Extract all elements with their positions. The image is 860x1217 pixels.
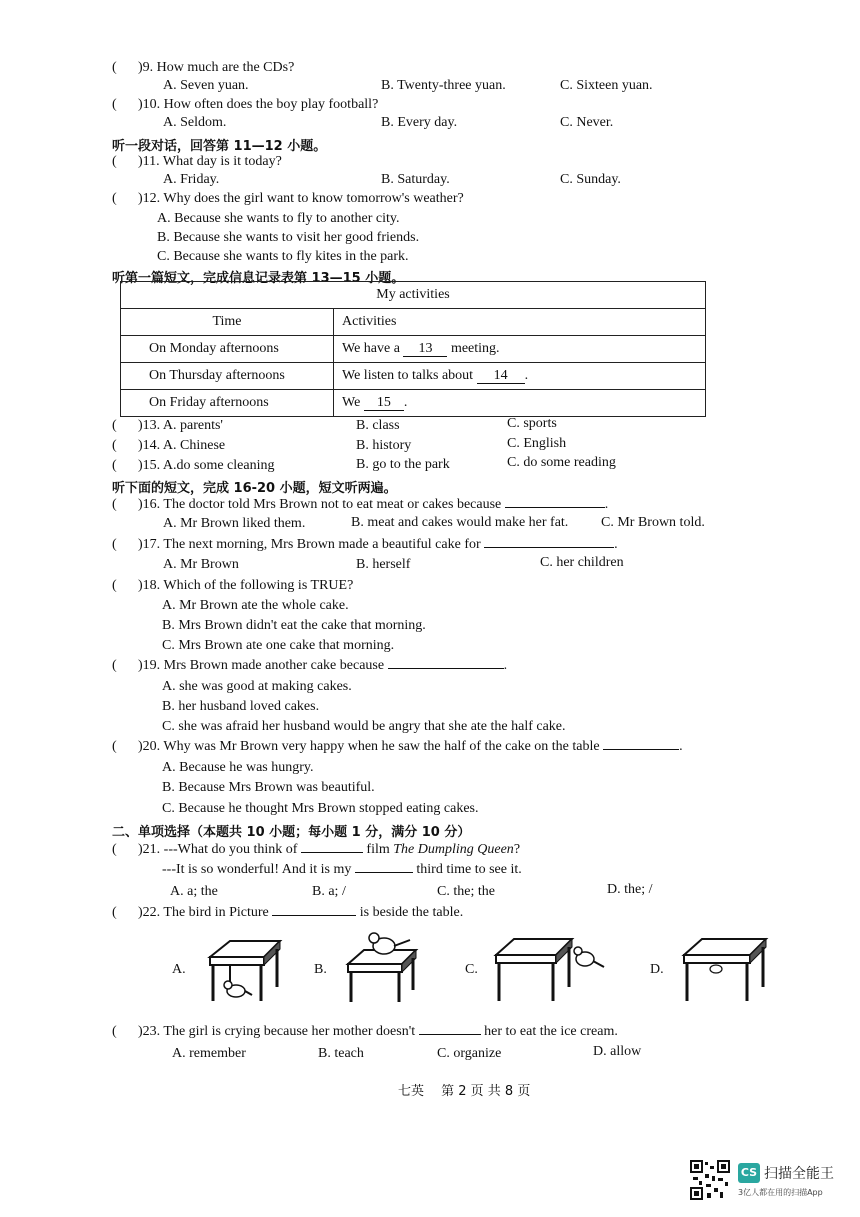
question-16-stem <box>138 497 608 513</box>
answer-blank <box>355 872 413 873</box>
question-17-stem <box>138 537 618 553</box>
question-13-option-b: B. class <box>356 418 400 433</box>
scanner-logo-icon: CS <box>738 1163 760 1183</box>
column-header-activities: Activities <box>334 309 706 336</box>
question-17-option-c: C. her children <box>540 555 624 570</box>
question-11-option-b: B. Saturday. <box>381 172 450 187</box>
question-18-option-c: C. Mrs Brown ate one cake that morning. <box>162 638 395 653</box>
record-row-time: On Monday afternoons <box>121 336 334 363</box>
answer-blank-15: 15 <box>364 396 404 411</box>
answer-paren: ( <box>112 438 117 453</box>
question-11-option-a: A. Friday. <box>163 172 220 187</box>
question-11-option-c: C. Sunday. <box>560 172 621 187</box>
activity-text: We <box>342 395 361 410</box>
record-title: My activities <box>121 282 706 309</box>
answer-paren: ( <box>112 1024 117 1039</box>
stem-text: )17. The next morning, Mrs Brown made a beautiful cake for <box>138 537 481 552</box>
question-21-option-d: D. the; / <box>607 882 653 897</box>
question-13-option-a: )13. A. parents' <box>138 418 223 433</box>
question-19-option-b: B. her husband loved cakes. <box>162 699 320 714</box>
question-12-option-b: B. Because she wants to visit her good friends. <box>157 230 420 245</box>
picture-d-table-bird-in <box>678 933 773 1007</box>
answer-paren: ( <box>112 739 117 754</box>
answer-paren: ( <box>112 458 117 473</box>
answer-paren: ( <box>112 578 117 593</box>
question-20-option-a: A. Because he was hungry. <box>162 760 314 775</box>
stem-end: ? <box>513 842 521 857</box>
info-record-table <box>120 281 706 417</box>
stem-text: third time to see it. <box>416 862 522 877</box>
stem-text: )16. The doctor told Mrs Brown not to eat meat or cakes because <box>138 497 502 512</box>
answer-paren: ( <box>112 905 117 920</box>
picture-label-d: D. <box>650 962 664 977</box>
question-18-option-b: B. Mrs Brown didn't eat the cake that morning. <box>162 618 426 633</box>
activity-text: meeting. <box>450 341 500 356</box>
question-16-option-a: A. Mr Brown liked them. <box>163 516 306 531</box>
answer-paren: ( <box>112 497 117 512</box>
stem-text: ---It is so wonderful! And it is my <box>162 862 352 877</box>
stem-text: is beside the table. <box>359 905 464 920</box>
question-19-option-c: C. she was afraid her husband would be angry that she ate the half cake. <box>162 719 566 734</box>
record-row-time: On Thursday afternoons <box>121 363 334 390</box>
answer-blank <box>603 749 679 750</box>
answer-paren: ( <box>112 60 117 75</box>
stem-text: )23. The girl is crying because her mother doesn't <box>138 1024 416 1039</box>
scanner-brand: 扫描全能王 <box>764 1166 834 1182</box>
question-17-option-b: B. herself <box>356 557 411 572</box>
activity-text: . <box>524 368 529 383</box>
question-17-option-a: A. Mr Brown <box>163 557 239 572</box>
question-9-option-a: A. Seven yuan. <box>163 78 249 93</box>
answer-blank <box>484 547 614 548</box>
activity-text: We listen to talks about <box>342 368 474 383</box>
question-21-option-b: B. a; / <box>312 884 346 899</box>
question-15-option-c: C. do some reading <box>507 455 616 470</box>
stem-text: film <box>366 842 390 857</box>
answer-paren: ( <box>112 537 117 552</box>
answer-blank-14: 14 <box>477 369 525 384</box>
question-16-option-b: B. meat and cakes would make her fat. <box>351 515 569 530</box>
answer-blank <box>419 1034 481 1035</box>
question-20-option-c: C. Because he thought Mrs Brown stopped eating cakes. <box>162 801 479 816</box>
question-21-line2 <box>162 862 522 878</box>
stem-text: )20. Why was Mr Brown very happy when he saw the half of the cake on the table <box>138 739 600 754</box>
picture-b-table-bird-on <box>340 928 425 1006</box>
question-12-stem: )12. Why does the girl want to know tomorrow's weather? <box>138 191 464 206</box>
stem-end: . <box>604 497 609 512</box>
record-row-activity <box>334 336 706 363</box>
question-9-stem: )9. How much are the CDs? <box>138 60 295 75</box>
answer-blank <box>505 507 605 508</box>
question-14-option-a: )14. A. Chinese <box>138 438 226 453</box>
question-12-option-a: A. Because she wants to fly to another city. <box>157 211 400 226</box>
answer-blank <box>272 915 356 916</box>
question-11-stem: )11. What day is it today? <box>138 154 282 169</box>
question-23-stem <box>138 1024 618 1040</box>
question-19-option-a: A. she was good at making cakes. <box>162 679 352 694</box>
question-10-option-b: B. Every day. <box>381 115 458 130</box>
page-footer: 七英 第 2 页 共 8 页 <box>398 1084 531 1099</box>
question-19-stem <box>138 658 507 674</box>
question-20-option-b: B. Because Mrs Brown was beautiful. <box>162 780 375 795</box>
stem-end: . <box>679 739 683 754</box>
answer-blank <box>301 852 363 853</box>
answer-blank <box>388 668 504 669</box>
answer-paren: ( <box>112 418 117 433</box>
picture-c-table-bird-beside <box>490 933 610 1007</box>
section-heading-single-choice: 二、单项选择（本题共 10 小题；每小题 1 分，满分 10 分） <box>112 825 471 840</box>
answer-paren: ( <box>112 658 117 673</box>
picture-label-b: B. <box>314 962 327 977</box>
qr-code-icon <box>690 1160 730 1200</box>
question-13-option-c: C. sports <box>507 416 557 431</box>
question-21-option-c: C. the; the <box>437 884 495 899</box>
scanner-tagline: 3亿人都在用的扫描App <box>738 1188 823 1197</box>
answer-paren: ( <box>112 842 117 857</box>
stem-end: . <box>614 537 618 552</box>
answer-blank-13: 13 <box>403 342 447 357</box>
question-20-stem <box>138 739 683 755</box>
question-15-option-b: B. go to the park <box>356 457 450 472</box>
question-23-option-b: B. teach <box>318 1046 364 1061</box>
activity-text: . <box>403 395 408 410</box>
question-23-option-d: D. allow <box>593 1044 642 1059</box>
section-heading-16-20: 听下面的短文，完成 16-20 小题，短文听两遍。 <box>112 481 397 496</box>
stem-text: )19. Mrs Brown made another cake because <box>138 658 385 673</box>
answer-paren: ( <box>112 191 117 206</box>
stem-text: )22. The bird in Picture <box>138 905 269 920</box>
question-23-option-a: A. remember <box>172 1046 246 1061</box>
film-title: The Dumpling Queen <box>393 842 514 857</box>
record-row-activity <box>334 363 706 390</box>
question-21-option-a: A. a; the <box>170 884 218 899</box>
question-10-option-a: A. Seldom. <box>163 115 227 130</box>
section-heading-11-12: 听一段对话，回答第 11—12 小题。 <box>112 139 327 154</box>
stem-text: )21. ---What do you think of <box>138 842 298 857</box>
question-10-stem: )10. How often does the boy play football? <box>138 97 379 112</box>
question-12-option-c: C. Because she wants to fly kites in the park. <box>157 249 409 264</box>
question-18-option-a: A. Mr Brown ate the whole cake. <box>162 598 349 613</box>
picture-a-table-bird-under <box>200 935 290 1007</box>
question-10-option-c: C. Never. <box>560 115 614 130</box>
picture-label-a: A. <box>172 962 186 977</box>
picture-label-c: C. <box>465 962 478 977</box>
question-9-option-c: C. Sixteen yuan. <box>560 78 653 93</box>
question-14-option-b: B. history <box>356 438 412 453</box>
activity-text: We have a <box>342 341 400 356</box>
question-16-option-c: C. Mr Brown told. <box>601 515 705 530</box>
record-row-time: On Friday afternoons <box>121 390 334 417</box>
record-row-activity <box>334 390 706 417</box>
section-heading-13-15: 听第一篇短文，完成信息记录表第 13—15 小题。 <box>112 271 405 286</box>
question-18-stem: )18. Which of the following is TRUE? <box>138 578 354 593</box>
question-14-option-c: C. English <box>507 436 567 451</box>
question-15-option-a: )15. A.do some cleaning <box>138 458 275 473</box>
stem-end: . <box>503 658 508 673</box>
question-23-option-c: C. organize <box>437 1046 502 1061</box>
question-21-stem <box>138 842 520 858</box>
column-header-time: Time <box>121 309 334 336</box>
stem-text: her to eat the ice cream. <box>484 1024 618 1039</box>
answer-paren: ( <box>112 154 117 169</box>
answer-paren: ( <box>112 97 117 112</box>
question-22-stem <box>138 905 463 921</box>
question-9-option-b: B. Twenty-three yuan. <box>381 78 506 93</box>
